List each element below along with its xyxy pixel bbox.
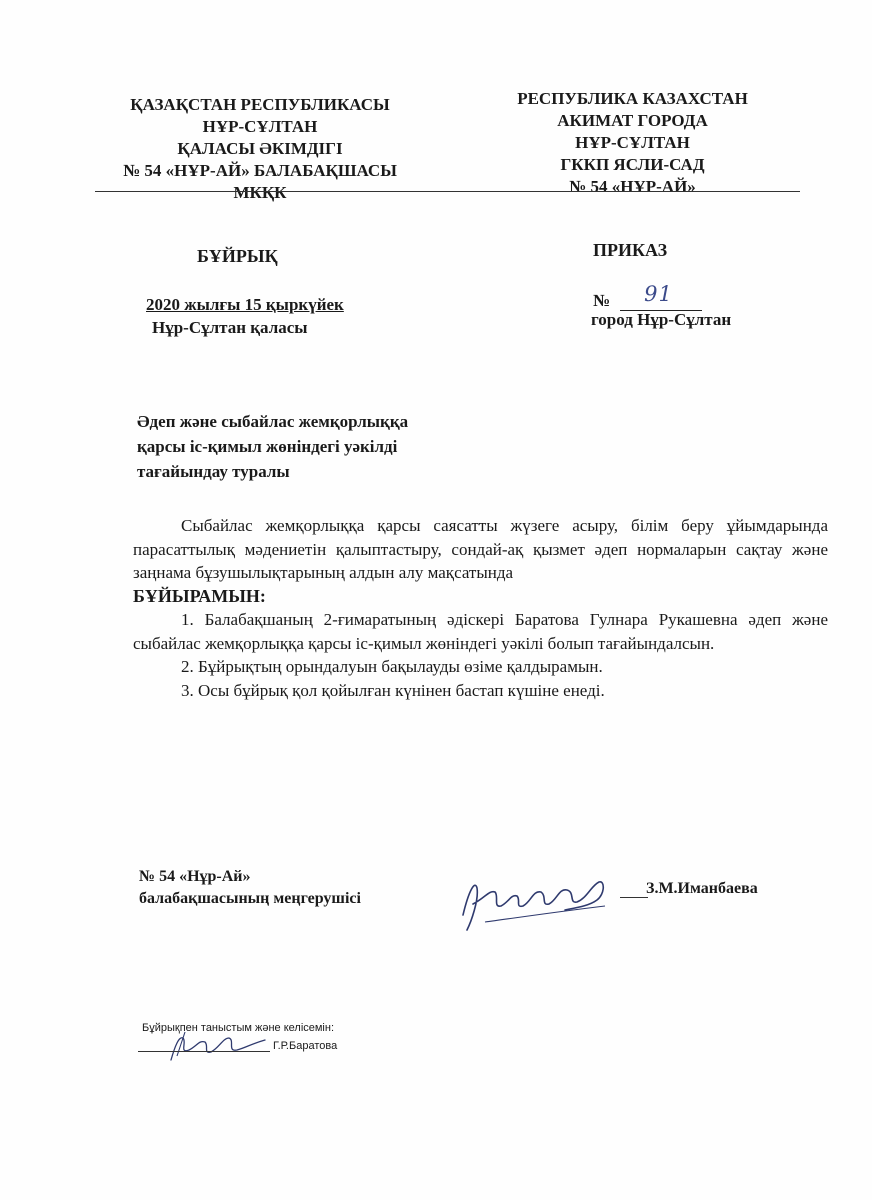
order-body [133, 514, 828, 702]
subject-line: қарсы іс-қимыл жөніндегі уәкілді [137, 437, 398, 456]
header-right-line: АКИМАТ ГОРОДА [557, 111, 708, 130]
header-left-line: ҚАЗАҚСТАН РЕСПУБЛИКАСЫ [130, 95, 390, 114]
order-title-kz: БҰЙРЫҚ [197, 246, 278, 266]
header-right-line: № 54 «НҰР-АЙ» [569, 177, 696, 196]
handwritten-signature [455, 860, 615, 940]
signatory-position: балабақшасының меңгерушісі [139, 890, 361, 907]
header-right-block [470, 88, 795, 198]
order-item: 1. Балабақшаның 2-ғимаратының әдіскері Баратова Гулнара Рукашевна әдеп және сыбайлас жемқорлыққа қарсы іс-қимыл жөніндегі уәкілі болып тағайындалсын. [133, 610, 828, 653]
preamble-paragraph: Сыбайлас жемқорлыққа қарсы саясатты жүзеге асыру, білім беру ұйымдарында парасаттылық мәдениетін қалыптастыру, сондай-ақ қызмет әдеп нормаларын сақтау және заңнама бұзушылықтарының алдын алу мақсатында [133, 516, 828, 582]
order-number-field [620, 282, 702, 311]
header-left-line: НҰР-СҰЛТАН [202, 117, 318, 136]
acknowledgement-signature [165, 1026, 275, 1066]
signatory-name: З.М.Иманбаева [646, 880, 758, 897]
header-left-block [100, 94, 420, 204]
acknowledgement-text: Бұйрықпен таныстым және келісемін: [142, 1022, 335, 1034]
order-number-label: № [593, 291, 611, 310]
subject-line: Әдеп және сыбайлас жемқорлыққа [137, 412, 409, 431]
order-word: БҰЙЫРАМЫН: [133, 585, 266, 606]
header-left-line: МКҚК [233, 183, 287, 202]
order-city-kz: Нұр-Сұлтан қаласы [152, 318, 308, 337]
signatory-org-line: № 54 «Нұр-Ай» [139, 868, 251, 885]
signatory-org [139, 866, 361, 910]
header-left-line: № 54 «НҰР-АЙ» БАЛАБАҚШАСЫ [123, 161, 397, 180]
order-subject [137, 409, 457, 484]
order-item: 2. Бұйрықтың орындалуын бақылауды өзіме қалдырамын. [181, 657, 603, 676]
acknowledgement-signature-line [138, 1051, 270, 1052]
order-number-handwritten: 91 [644, 282, 673, 306]
acknowledgement-name: Г.Р.Баратова [273, 1040, 338, 1052]
order-city-ru: город Нұр-Сұлтан [591, 310, 732, 329]
header-right-line: НҰР-СҰЛТАН [575, 133, 690, 152]
signature-line [620, 897, 648, 898]
order-number-row [593, 282, 702, 311]
header-right-line: РЕСПУБЛИКА КАЗАХСТАН [517, 89, 748, 108]
order-item: 3. Осы бұйрық қол қойылған күнінен бастап күшіне енеді. [181, 680, 605, 700]
subject-line: тағайындау туралы [137, 462, 290, 481]
header-left-line: ҚАЛАСЫ ӘКІМДІГІ [177, 139, 343, 158]
header-divider [95, 191, 800, 192]
order-title-ru: ПРИКАЗ [593, 240, 668, 260]
header-right-line: ГККП ЯСЛИ-САД [560, 155, 705, 174]
order-date: 2020 жылғы 15 қыркүйек [146, 295, 344, 314]
